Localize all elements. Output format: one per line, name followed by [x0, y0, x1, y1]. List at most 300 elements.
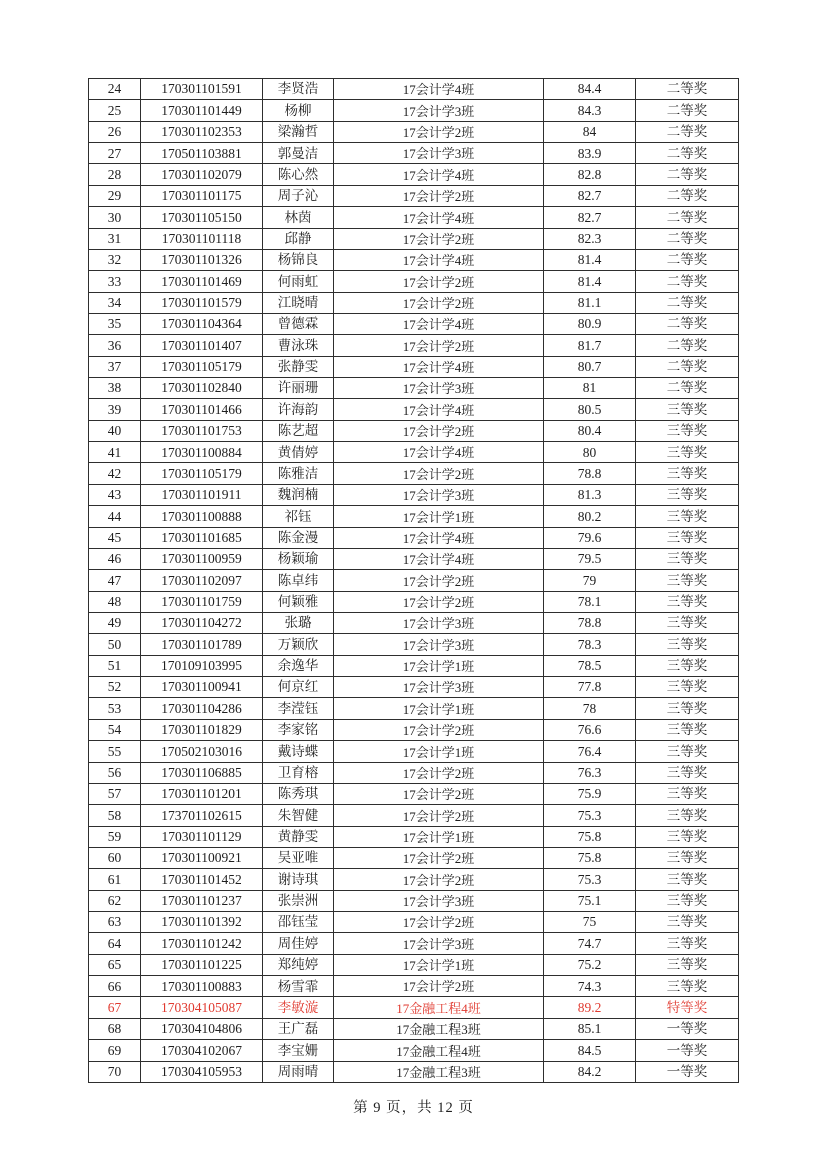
cell-award: 三等奖 — [636, 912, 739, 933]
cell-rank: 57 — [89, 783, 141, 804]
table-row — [89, 313, 739, 334]
cell-score: 82.7 — [544, 185, 636, 206]
cell-award: 二等奖 — [636, 292, 739, 313]
cell-name: 陈艺超 — [263, 420, 334, 441]
cell-student-id: 170502103016 — [141, 741, 263, 762]
cell-student-id: 170301101326 — [141, 249, 263, 270]
cell-class: 17会计学4班 — [334, 548, 544, 569]
cell-score: 80.9 — [544, 313, 636, 334]
cell-award: 三等奖 — [636, 634, 739, 655]
cell-student-id: 170301101407 — [141, 335, 263, 356]
table-row — [89, 356, 739, 377]
table-row — [89, 484, 739, 505]
page-number-footer: 第 9 页，共 12 页 — [353, 1100, 474, 1116]
cell-name: 杨锦良 — [263, 249, 334, 270]
cell-rank: 27 — [89, 143, 141, 164]
cell-class: 17会计学2班 — [334, 292, 544, 313]
cell-award: 三等奖 — [636, 612, 739, 633]
cell-rank: 62 — [89, 890, 141, 911]
cell-name: 黄静雯 — [263, 826, 334, 847]
cell-class: 17会计学3班 — [334, 100, 544, 121]
cell-class: 17会计学2班 — [334, 719, 544, 740]
cell-student-id: 170301100884 — [141, 442, 263, 463]
cell-score: 80.7 — [544, 356, 636, 377]
cell-name: 周雨晴 — [263, 1061, 334, 1082]
cell-student-id: 170301101829 — [141, 719, 263, 740]
cell-student-id: 170301105179 — [141, 463, 263, 484]
cell-rank: 37 — [89, 356, 141, 377]
cell-name: 张璐 — [263, 612, 334, 633]
cell-award: 三等奖 — [636, 420, 739, 441]
cell-award: 三等奖 — [636, 826, 739, 847]
table-row — [89, 741, 739, 762]
cell-award: 三等奖 — [636, 783, 739, 804]
cell-rank: 58 — [89, 805, 141, 826]
cell-rank: 30 — [89, 207, 141, 228]
cell-rank: 61 — [89, 869, 141, 890]
cell-class: 17金融工程4班 — [334, 1040, 544, 1061]
cell-rank: 29 — [89, 185, 141, 206]
cell-name: 李宝姗 — [263, 1040, 334, 1061]
table-row — [89, 143, 739, 164]
student-award-table — [88, 78, 739, 1083]
cell-class: 17会计学2班 — [334, 912, 544, 933]
cell-name: 江晓晴 — [263, 292, 334, 313]
cell-rank: 32 — [89, 249, 141, 270]
cell-rank: 48 — [89, 591, 141, 612]
cell-name: 吴亚唯 — [263, 847, 334, 868]
cell-rank: 35 — [89, 313, 141, 334]
cell-student-id: 170301100883 — [141, 976, 263, 997]
cell-score: 78 — [544, 698, 636, 719]
table-row — [89, 612, 739, 633]
cell-award: 三等奖 — [636, 741, 739, 762]
table-row — [89, 698, 739, 719]
cell-student-id: 170301102353 — [141, 121, 263, 142]
table-row — [89, 100, 739, 121]
cell-rank: 47 — [89, 570, 141, 591]
table-row — [89, 869, 739, 890]
cell-rank: 41 — [89, 442, 141, 463]
cell-class: 17会计学1班 — [334, 698, 544, 719]
cell-score: 75.2 — [544, 954, 636, 975]
cell-name: 卫育榕 — [263, 762, 334, 783]
cell-student-id: 170301100888 — [141, 506, 263, 527]
cell-name: 许海韵 — [263, 399, 334, 420]
cell-score: 80 — [544, 442, 636, 463]
cell-student-id: 170301101225 — [141, 954, 263, 975]
cell-student-id: 170301101466 — [141, 399, 263, 420]
cell-student-id: 170304105087 — [141, 997, 263, 1018]
cell-score: 78.1 — [544, 591, 636, 612]
table-row — [89, 719, 739, 740]
table-row — [89, 890, 739, 911]
cell-student-id: 170301101201 — [141, 783, 263, 804]
cell-award: 二等奖 — [636, 313, 739, 334]
cell-student-id: 170301101118 — [141, 228, 263, 249]
cell-award: 三等奖 — [636, 698, 739, 719]
cell-award: 二等奖 — [636, 335, 739, 356]
table-row — [89, 634, 739, 655]
cell-rank: 38 — [89, 378, 141, 399]
cell-class: 17会计学2班 — [334, 420, 544, 441]
cell-award: 三等奖 — [636, 762, 739, 783]
table-row — [89, 271, 739, 292]
cell-class: 17会计学2班 — [334, 271, 544, 292]
cell-name: 梁瀚哲 — [263, 121, 334, 142]
table-row — [89, 506, 739, 527]
table-row — [89, 783, 739, 804]
cell-rank: 59 — [89, 826, 141, 847]
cell-student-id: 170301101685 — [141, 527, 263, 548]
cell-student-id: 170301101759 — [141, 591, 263, 612]
cell-award: 三等奖 — [636, 954, 739, 975]
cell-award: 三等奖 — [636, 847, 739, 868]
cell-name: 谢诗琪 — [263, 869, 334, 890]
cell-class: 17会计学3班 — [334, 677, 544, 698]
cell-score: 76.6 — [544, 719, 636, 740]
cell-award: 三等奖 — [636, 805, 739, 826]
cell-award: 三等奖 — [636, 442, 739, 463]
student-table-body — [89, 79, 739, 1083]
cell-class: 17会计学2班 — [334, 121, 544, 142]
cell-class: 17会计学4班 — [334, 164, 544, 185]
cell-class: 17会计学2班 — [334, 570, 544, 591]
cell-name: 何雨虹 — [263, 271, 334, 292]
cell-class: 17会计学1班 — [334, 954, 544, 975]
cell-name: 邵钰莹 — [263, 912, 334, 933]
cell-class: 17会计学3班 — [334, 933, 544, 954]
cell-class: 17会计学3班 — [334, 143, 544, 164]
cell-name: 周子沁 — [263, 185, 334, 206]
cell-class: 17会计学2班 — [334, 783, 544, 804]
cell-class: 17会计学1班 — [334, 741, 544, 762]
cell-rank: 25 — [89, 100, 141, 121]
cell-award: 三等奖 — [636, 655, 739, 676]
cell-student-id: 170301102097 — [141, 570, 263, 591]
table-row — [89, 1061, 739, 1082]
cell-student-id: 170301101469 — [141, 271, 263, 292]
cell-rank: 46 — [89, 548, 141, 569]
cell-award: 二等奖 — [636, 378, 739, 399]
cell-class: 17会计学2班 — [334, 335, 544, 356]
cell-name: 曾德霖 — [263, 313, 334, 334]
cell-score: 75.9 — [544, 783, 636, 804]
cell-award: 一等奖 — [636, 1018, 739, 1039]
cell-score: 89.2 — [544, 997, 636, 1018]
cell-score: 84.5 — [544, 1040, 636, 1061]
cell-award: 一等奖 — [636, 1061, 739, 1082]
cell-student-id: 170301101579 — [141, 292, 263, 313]
cell-score: 81.4 — [544, 271, 636, 292]
cell-name: 陈秀琪 — [263, 783, 334, 804]
cell-student-id: 170301105150 — [141, 207, 263, 228]
cell-name: 何颖雅 — [263, 591, 334, 612]
cell-rank: 28 — [89, 164, 141, 185]
cell-score: 75.8 — [544, 847, 636, 868]
cell-class: 17会计学4班 — [334, 399, 544, 420]
cell-name: 陈雅洁 — [263, 463, 334, 484]
cell-award: 二等奖 — [636, 249, 739, 270]
cell-name: 杨颖瑜 — [263, 548, 334, 569]
cell-name: 张崇洲 — [263, 890, 334, 911]
cell-class: 17会计学4班 — [334, 207, 544, 228]
cell-student-id: 170301104272 — [141, 612, 263, 633]
cell-rank: 55 — [89, 741, 141, 762]
cell-student-id: 170109103995 — [141, 655, 263, 676]
cell-rank: 68 — [89, 1018, 141, 1039]
cell-name: 祁钰 — [263, 506, 334, 527]
cell-student-id: 170301101449 — [141, 100, 263, 121]
cell-score: 74.7 — [544, 933, 636, 954]
cell-award: 二等奖 — [636, 356, 739, 377]
cell-score: 80.4 — [544, 420, 636, 441]
cell-class: 17会计学2班 — [334, 591, 544, 612]
cell-rank: 56 — [89, 762, 141, 783]
cell-student-id: 170301102079 — [141, 164, 263, 185]
table-row — [89, 420, 739, 441]
table-row — [89, 378, 739, 399]
cell-rank: 49 — [89, 612, 141, 633]
cell-class: 17会计学4班 — [334, 313, 544, 334]
cell-class: 17会计学3班 — [334, 612, 544, 633]
table-row — [89, 954, 739, 975]
table-row — [89, 335, 739, 356]
table-row — [89, 847, 739, 868]
table-row — [89, 79, 739, 100]
cell-student-id: 170304104806 — [141, 1018, 263, 1039]
cell-name: 张静雯 — [263, 356, 334, 377]
cell-class: 17会计学4班 — [334, 442, 544, 463]
cell-student-id: 170301100921 — [141, 847, 263, 868]
cell-student-id: 170301101753 — [141, 420, 263, 441]
cell-score: 82.7 — [544, 207, 636, 228]
cell-class: 17金融工程4班 — [334, 997, 544, 1018]
cell-rank: 31 — [89, 228, 141, 249]
cell-award: 三等奖 — [636, 570, 739, 591]
cell-student-id: 170301105179 — [141, 356, 263, 377]
cell-award: 二等奖 — [636, 100, 739, 121]
table-row — [89, 1040, 739, 1061]
cell-name: 李滢钰 — [263, 698, 334, 719]
cell-class: 17会计学1班 — [334, 655, 544, 676]
cell-score: 80.5 — [544, 399, 636, 420]
cell-student-id: 170301100941 — [141, 677, 263, 698]
cell-award: 三等奖 — [636, 399, 739, 420]
cell-class: 17会计学3班 — [334, 634, 544, 655]
cell-name: 朱智健 — [263, 805, 334, 826]
cell-rank: 54 — [89, 719, 141, 740]
cell-score: 82.8 — [544, 164, 636, 185]
cell-rank: 50 — [89, 634, 141, 655]
cell-name: 黄倩婷 — [263, 442, 334, 463]
cell-award: 三等奖 — [636, 591, 739, 612]
cell-name: 王广磊 — [263, 1018, 334, 1039]
cell-award: 二等奖 — [636, 271, 739, 292]
cell-award: 三等奖 — [636, 890, 739, 911]
cell-name: 陈卓纬 — [263, 570, 334, 591]
cell-class: 17会计学2班 — [334, 869, 544, 890]
cell-score: 79.6 — [544, 527, 636, 548]
table-row — [89, 527, 739, 548]
cell-student-id: 170301101175 — [141, 185, 263, 206]
cell-award: 三等奖 — [636, 869, 739, 890]
table-row — [89, 1018, 739, 1039]
cell-name: 魏润楠 — [263, 484, 334, 505]
cell-score: 74.3 — [544, 976, 636, 997]
table-row — [89, 570, 739, 591]
cell-rank: 64 — [89, 933, 141, 954]
table-row — [89, 591, 739, 612]
table-row — [89, 185, 739, 206]
cell-student-id: 170304102067 — [141, 1040, 263, 1061]
cell-rank: 42 — [89, 463, 141, 484]
cell-student-id: 173701102615 — [141, 805, 263, 826]
cell-name: 周佳婷 — [263, 933, 334, 954]
cell-rank: 65 — [89, 954, 141, 975]
cell-rank: 66 — [89, 976, 141, 997]
cell-class: 17金融工程3班 — [334, 1018, 544, 1039]
cell-award: 三等奖 — [636, 719, 739, 740]
cell-class: 17会计学2班 — [334, 185, 544, 206]
cell-name: 万颖欣 — [263, 634, 334, 655]
cell-student-id: 170301102840 — [141, 378, 263, 399]
cell-score: 81.4 — [544, 249, 636, 270]
cell-score: 75 — [544, 912, 636, 933]
cell-name: 李贤浩 — [263, 79, 334, 100]
cell-rank: 52 — [89, 677, 141, 698]
cell-rank: 60 — [89, 847, 141, 868]
cell-student-id: 170501103881 — [141, 143, 263, 164]
cell-student-id: 170301101789 — [141, 634, 263, 655]
table-row — [89, 228, 739, 249]
cell-rank: 45 — [89, 527, 141, 548]
cell-award: 二等奖 — [636, 79, 739, 100]
cell-award: 二等奖 — [636, 185, 739, 206]
cell-name: 李家铭 — [263, 719, 334, 740]
cell-rank: 24 — [89, 79, 141, 100]
cell-class: 17会计学3班 — [334, 484, 544, 505]
table-row — [89, 677, 739, 698]
cell-rank: 53 — [89, 698, 141, 719]
cell-score: 79.5 — [544, 548, 636, 569]
cell-award: 特等奖 — [636, 997, 739, 1018]
cell-student-id: 170301101242 — [141, 933, 263, 954]
cell-name: 戴诗蝶 — [263, 741, 334, 762]
cell-award: 三等奖 — [636, 484, 739, 505]
cell-student-id: 170301101911 — [141, 484, 263, 505]
cell-score: 81.1 — [544, 292, 636, 313]
cell-class: 17会计学3班 — [334, 378, 544, 399]
table-row — [89, 826, 739, 847]
cell-rank: 34 — [89, 292, 141, 313]
table-row — [89, 463, 739, 484]
cell-rank: 44 — [89, 506, 141, 527]
cell-award: 三等奖 — [636, 506, 739, 527]
cell-score: 78.8 — [544, 463, 636, 484]
cell-score: 84.2 — [544, 1061, 636, 1082]
cell-student-id: 170301100959 — [141, 548, 263, 569]
cell-class: 17会计学3班 — [334, 890, 544, 911]
cell-student-id: 170301104364 — [141, 313, 263, 334]
table-row — [89, 121, 739, 142]
cell-class: 17会计学1班 — [334, 506, 544, 527]
cell-score: 81.3 — [544, 484, 636, 505]
cell-rank: 39 — [89, 399, 141, 420]
table-row — [89, 997, 739, 1018]
cell-score: 75.3 — [544, 805, 636, 826]
cell-score: 84 — [544, 121, 636, 142]
cell-student-id: 170301104286 — [141, 698, 263, 719]
cell-student-id: 170301106885 — [141, 762, 263, 783]
cell-score: 81 — [544, 378, 636, 399]
cell-score: 75.3 — [544, 869, 636, 890]
cell-class: 17会计学2班 — [334, 847, 544, 868]
cell-award: 一等奖 — [636, 1040, 739, 1061]
cell-name: 林茵 — [263, 207, 334, 228]
table-row — [89, 292, 739, 313]
cell-score: 78.8 — [544, 612, 636, 633]
cell-rank: 67 — [89, 997, 141, 1018]
cell-award: 二等奖 — [636, 228, 739, 249]
cell-score: 76.3 — [544, 762, 636, 783]
cell-name: 许丽珊 — [263, 378, 334, 399]
cell-rank: 70 — [89, 1061, 141, 1082]
cell-name: 杨雪霏 — [263, 976, 334, 997]
cell-class: 17会计学4班 — [334, 79, 544, 100]
cell-rank: 26 — [89, 121, 141, 142]
cell-score: 84.3 — [544, 100, 636, 121]
cell-score: 84.4 — [544, 79, 636, 100]
cell-award: 二等奖 — [636, 207, 739, 228]
cell-name: 郭曼洁 — [263, 143, 334, 164]
table-row — [89, 933, 739, 954]
cell-name: 陈金漫 — [263, 527, 334, 548]
cell-student-id: 170301101237 — [141, 890, 263, 911]
table-row — [89, 805, 739, 826]
table-row — [89, 164, 739, 185]
cell-rank: 33 — [89, 271, 141, 292]
cell-award: 三等奖 — [636, 976, 739, 997]
table-row — [89, 912, 739, 933]
cell-student-id: 170301101452 — [141, 869, 263, 890]
cell-class: 17金融工程3班 — [334, 1061, 544, 1082]
table-row — [89, 762, 739, 783]
cell-class: 17会计学4班 — [334, 249, 544, 270]
cell-name: 曹泳珠 — [263, 335, 334, 356]
cell-score: 78.3 — [544, 634, 636, 655]
cell-class: 17会计学4班 — [334, 356, 544, 377]
cell-name: 邱静 — [263, 228, 334, 249]
cell-name: 杨柳 — [263, 100, 334, 121]
table-row — [89, 249, 739, 270]
cell-award: 二等奖 — [636, 164, 739, 185]
cell-class: 17会计学2班 — [334, 463, 544, 484]
cell-score: 75.8 — [544, 826, 636, 847]
table-row — [89, 548, 739, 569]
cell-name: 李敏漩 — [263, 997, 334, 1018]
table-row — [89, 207, 739, 228]
cell-student-id: 170304105953 — [141, 1061, 263, 1082]
cell-rank: 51 — [89, 655, 141, 676]
cell-student-id: 170301101129 — [141, 826, 263, 847]
cell-class: 17会计学2班 — [334, 805, 544, 826]
table-row — [89, 976, 739, 997]
table-row — [89, 442, 739, 463]
cell-score: 75.1 — [544, 890, 636, 911]
cell-award: 三等奖 — [636, 527, 739, 548]
cell-award: 三等奖 — [636, 933, 739, 954]
